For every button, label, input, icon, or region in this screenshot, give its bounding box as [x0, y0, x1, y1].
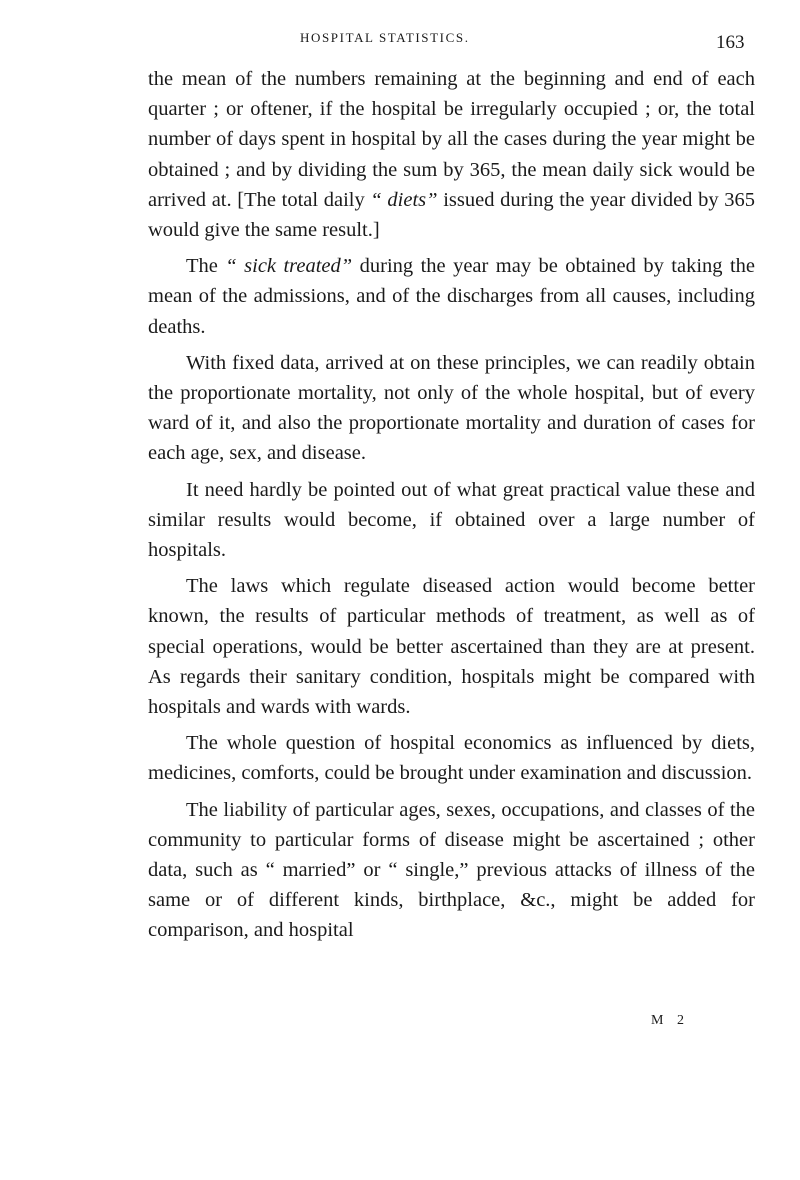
- paragraph: The liability of particular ages, sexes, occupations, and classes of the community to particular forms of disease might be ascertained ; other data, such as “ married” or “ single,” previous attacks of illness of the same or of different kinds, birthplace, &c., might be added for comparison, and hospital: [148, 798, 755, 942]
- italic-term: “ sick treated”: [225, 255, 353, 278]
- page-number: 163: [716, 32, 745, 53]
- running-title: HOSPITAL STATISTICS.: [300, 30, 470, 45]
- paragraph: The laws which regulate diseased action would become better known, the results of particular methods of treatment, as well as of special operations, would be better ascertained than they are at present. As regards their sanitary condition, hospitals might be compared with hospitals and wards with wards.: [148, 575, 755, 719]
- paragraph: With fixed data, arrived at on these principles, we can readily obtain the proportionate mortality, not only of the whole hospital, but of every ward of it, and also the proportionate mortality and duration of cases for each age, sex, and disease.: [148, 351, 755, 465]
- paragraph-text: issued during the year divided by 365 would give the same result.]: [148, 188, 755, 242]
- paragraph-text: The: [186, 255, 226, 278]
- paragraph-text: during the year may be obtained by taking the mean of the admissions, and of the discharges from all causes, including deaths.: [148, 255, 756, 338]
- body-text: [148, 64, 755, 952]
- paragraph: It need hardly be pointed out of what great practical value these and similar results would become, if obtained over a large number of hospitals.: [148, 478, 755, 562]
- paragraph-text: the mean of the numbers remaining at the beginning and end of each quarter ; or oftener, if the hospital be irregularly occupied ; or, the total number of days spent in hospital by all the cases during the year might be obtained ; and by dividing the sum by 365, the mean daily sick would be arrived at. [The total daily: [148, 68, 755, 211]
- paragraph: [148, 251, 755, 342]
- paragraph: [148, 64, 755, 245]
- paragraph: The whole question of hospital economics as influenced by diets, medicines, comforts, could be brought under examination and discussion.: [148, 732, 755, 785]
- italic-term: “ diets”: [370, 188, 438, 211]
- signature-mark: M 2: [651, 1013, 689, 1028]
